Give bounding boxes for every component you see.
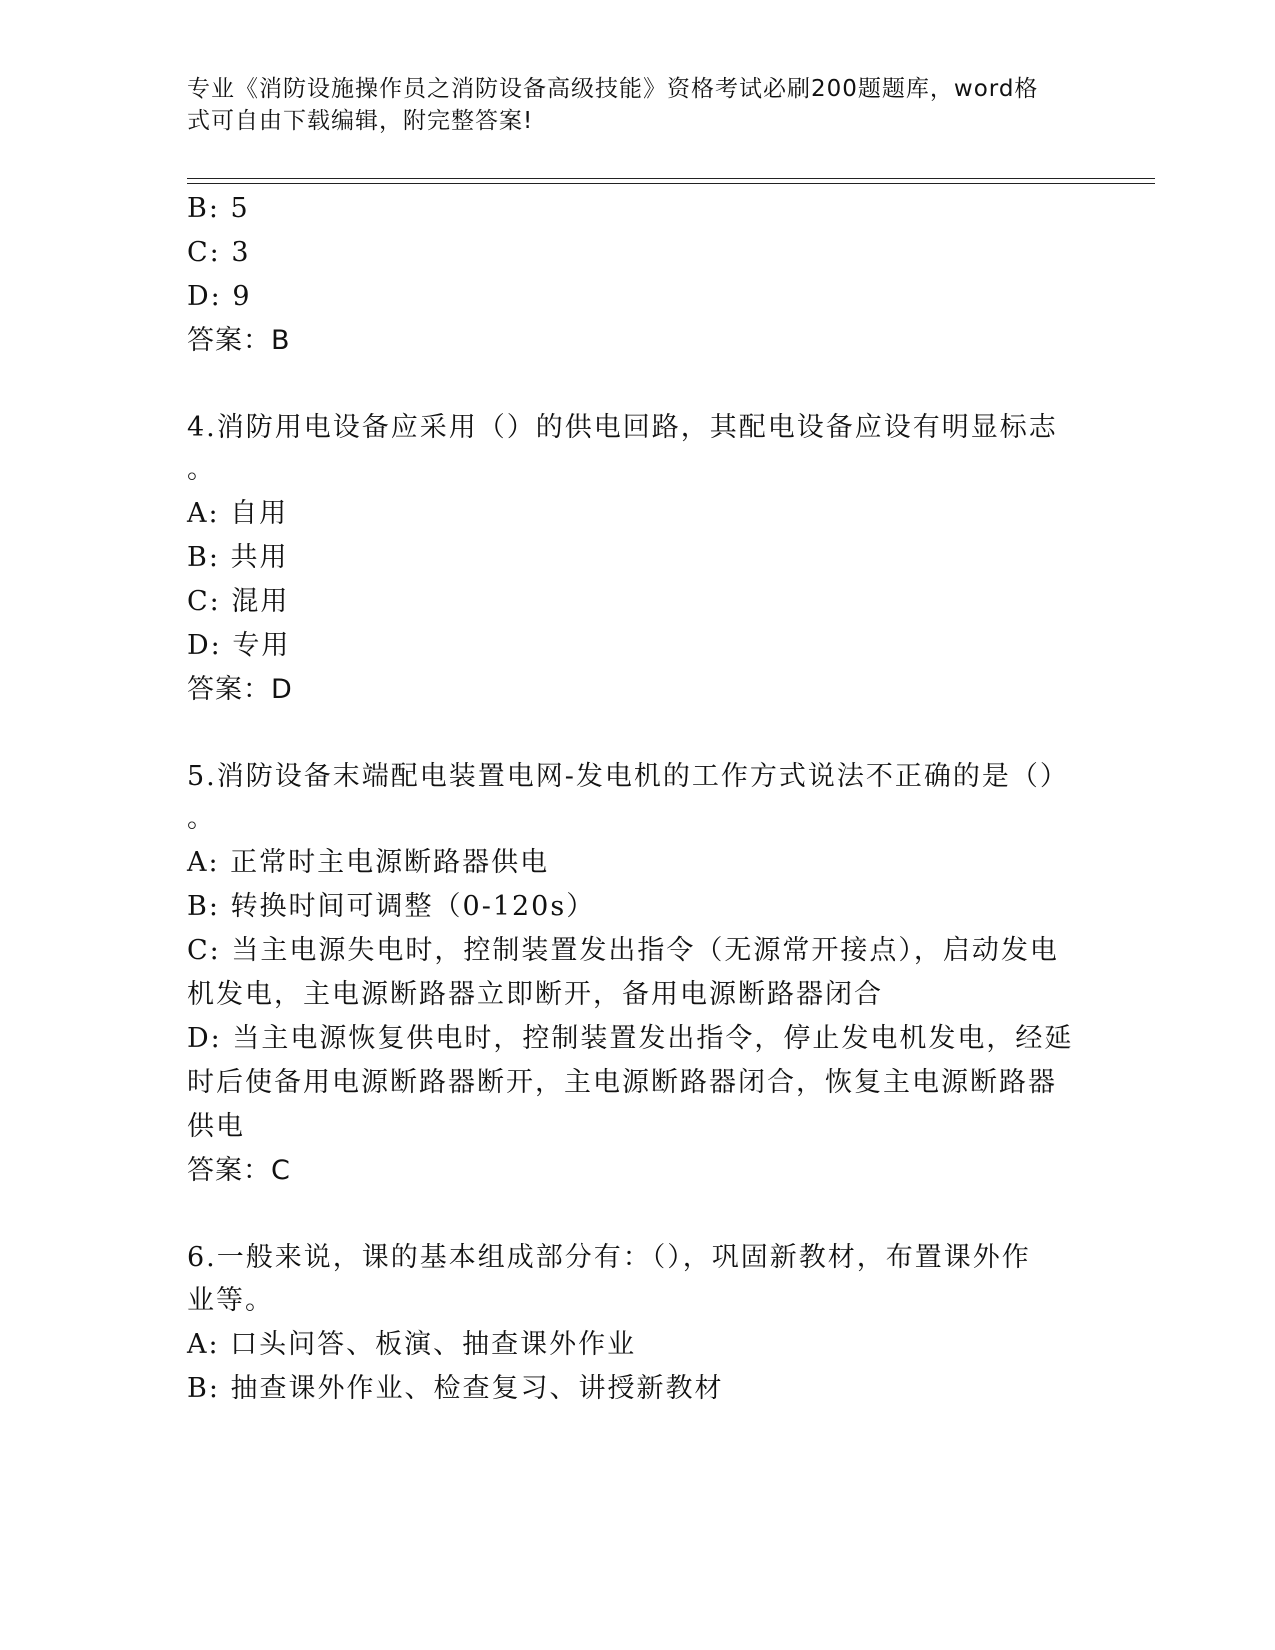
q6-stem-line-2: 业等。	[187, 1285, 274, 1316]
q5-option-d-line-1: D: 当主电源恢复供电时，控制装置发出指令，停止发电机发电，经延	[187, 1023, 1074, 1054]
q5-stem-line-2: 。	[187, 803, 216, 834]
q3-option-c: C: 3	[187, 237, 251, 268]
header-line-2: 式可自由下载编辑，附完整答案!	[187, 108, 534, 134]
q5-option-d-line-2: 时后使备用电源断路器断开，主电源断路器闭合，恢复主电源断路器	[187, 1067, 1057, 1098]
q5-option-c-line-1: C: 当主电源失电时，控制装置发出指令（无源常开接点），启动发电	[187, 935, 1059, 966]
document-header	[187, 73, 1067, 137]
q5-option-c-line-2: 机发电，主电源断路器立即断开，备用电源断路器闭合	[187, 979, 883, 1010]
q3-option-b: B: 5	[187, 193, 250, 224]
q4-option-a: A: 自用	[187, 498, 289, 529]
header-line-1: 专业《消防设施操作员之消防设备高级技能》资格考试必刷200题题库，word格	[187, 76, 1039, 102]
header-rule-top	[187, 178, 1155, 179]
q5-option-a: A: 正常时主电源断路器供电	[187, 847, 550, 878]
q4-option-b: B: 共用	[187, 542, 289, 573]
q5-option-b: B: 转换时间可调整（0-120s）	[187, 891, 596, 922]
q3-option-d: D: 9	[187, 281, 252, 312]
q3-answer: 答案：B	[187, 325, 291, 356]
q5-answer: 答案：C	[187, 1155, 291, 1186]
q6-option-b: B: 抽查课外作业、检查复习、讲授新教材	[187, 1373, 724, 1404]
q4-option-c: C: 混用	[187, 586, 290, 617]
header-rule-bottom	[187, 183, 1155, 184]
q6-option-a: A: 口头问答、板演、抽查课外作业	[187, 1329, 637, 1360]
q4-option-d: D: 专用	[187, 630, 291, 661]
q4-stem-line-2: 。	[187, 454, 216, 485]
q5-option-d-line-3: 供电	[187, 1111, 245, 1142]
q6-stem-line-1: 6.一般来说，课的基本组成部分有：（），巩固新教材，布置课外作	[187, 1242, 1031, 1273]
q4-answer: 答案：D	[187, 674, 293, 705]
q4-stem-line-1: 4.消防用电设备应采用（）的供电回路，其配电设备应设有明显标志	[187, 412, 1058, 443]
q5-stem-line-1: 5.消防设备末端配电装置电网-发电机的工作方式说法不正确的是（）	[187, 761, 1069, 792]
